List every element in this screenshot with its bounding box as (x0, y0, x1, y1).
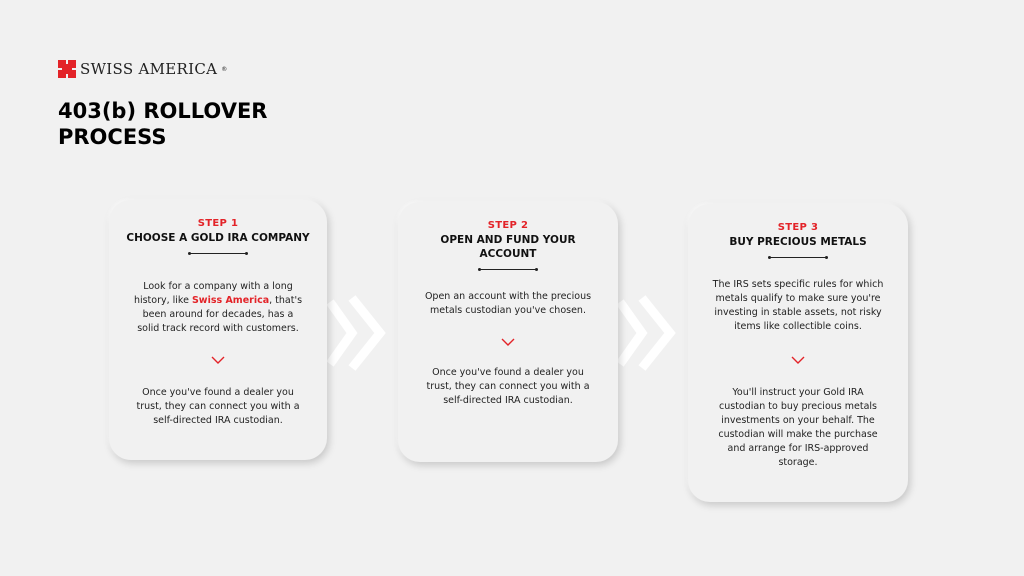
double-chevron-right-icon (616, 288, 680, 378)
divider (480, 269, 536, 270)
step-description: Look for a company with a long history, like Swiss America, that's been around for decades, has a solid track record with customers. (133, 281, 303, 334)
double-chevron-right-icon (326, 288, 390, 378)
chevron-down-icon (501, 338, 515, 346)
step-card-2 (398, 202, 618, 462)
step-detail: Once you've found a dealer you trust, they can connect you with a self-directed IRA custodian. (426, 367, 590, 406)
divider (190, 253, 246, 254)
step-heading: OPEN AND FUND YOUR ACCOUNT (440, 234, 576, 260)
step-description: Open an account with the precious metals custodian you've chosen. (424, 291, 592, 316)
chevron-down-icon (211, 356, 225, 364)
registered-mark: ® (221, 65, 228, 73)
step-detail: Once you've found a dealer you trust, they can connect you with a self-directed IRA custodian. (136, 387, 300, 426)
step-heading: CHOOSE A GOLD IRA COMPANY (126, 232, 310, 244)
brand-name: SWISS AMERICA (80, 60, 218, 78)
chevron-down-icon (791, 356, 805, 364)
logo-mark-icon (58, 60, 76, 78)
step-card-1 (109, 200, 327, 460)
brand-highlight: Swiss America (191, 295, 270, 306)
step-detail: You'll instruct your Gold IRA custodian to buy precious metals investments on your behalf. The custodian will make the purchase and arrange for IRS-approved storage. (718, 387, 878, 468)
step-label: STEP 3 (777, 222, 819, 233)
step-heading: BUY PRECIOUS METALS (729, 236, 867, 248)
step-label: STEP 1 (197, 218, 239, 229)
step-description: The IRS sets specific rules for which metals qualify to make sure you're investing in stable assets, not risky items like collectible coins. (712, 279, 884, 332)
brand-logo (58, 60, 227, 78)
step-card-3 (688, 204, 908, 502)
page-title: 403(b) ROLLOVER PROCESS (58, 99, 268, 149)
step-label: STEP 2 (487, 220, 529, 231)
divider (770, 257, 826, 258)
